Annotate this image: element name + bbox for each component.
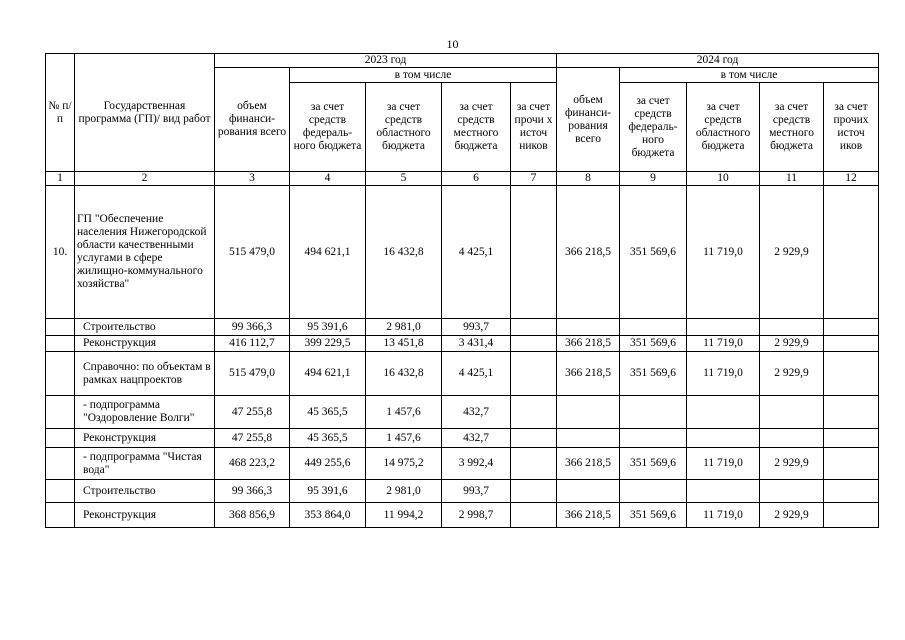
cell-value: 2 929,9 (760, 448, 824, 480)
header-regional-2023: за счет средств областного бюджета (366, 83, 442, 172)
cell-value (620, 396, 687, 429)
cell-value (511, 396, 557, 429)
column-number: 11 (760, 172, 824, 186)
cell-value (824, 186, 879, 319)
row-no (46, 352, 75, 396)
cell-value: 16 432,8 (366, 352, 442, 396)
cell-value (824, 448, 879, 480)
row-no (46, 336, 75, 352)
cell-value: 432,7 (442, 429, 511, 448)
cell-value: 449 255,6 (290, 448, 366, 480)
cell-value: 2 981,0 (366, 319, 442, 336)
cell-value (824, 352, 879, 396)
cell-value: 99 366,3 (215, 319, 290, 336)
row-no (46, 396, 75, 429)
header-total-2023: объем финанси-рования всего (215, 68, 290, 172)
cell-value: 47 255,8 (215, 396, 290, 429)
cell-value: 11 719,0 (687, 186, 760, 319)
cell-value: 11 994,2 (366, 503, 442, 528)
row-name: Строительство (75, 480, 215, 503)
cell-value (687, 429, 760, 448)
cell-value: 2 929,9 (760, 186, 824, 319)
cell-value (824, 480, 879, 503)
header-federal-2023: за счет средств федераль-ного бюджета (290, 83, 366, 172)
cell-value: 494 621,1 (290, 352, 366, 396)
cell-value: 3 992,4 (442, 448, 511, 480)
header-year-2024: 2024 год (557, 54, 879, 68)
cell-value: 11 719,0 (687, 503, 760, 528)
header-local-2023: за счет средств местного бюджета (442, 83, 511, 172)
row-name: Реконструкция (75, 503, 215, 528)
cell-value: 399 229,5 (290, 336, 366, 352)
cell-value: 99 366,3 (215, 480, 290, 503)
cell-value (824, 396, 879, 429)
table-row (46, 352, 879, 396)
cell-value: 4 425,1 (442, 186, 511, 319)
cell-value (620, 429, 687, 448)
header-incl-2024: в том числе (620, 68, 879, 83)
cell-value: 1 457,6 (366, 429, 442, 448)
cell-value (824, 336, 879, 352)
cell-value: 47 255,8 (215, 429, 290, 448)
cell-value: 351 569,6 (620, 448, 687, 480)
cell-value (760, 480, 824, 503)
cell-value: 4 425,1 (442, 352, 511, 396)
column-number: 8 (557, 172, 620, 186)
cell-value: 2 981,0 (366, 480, 442, 503)
table-row (46, 396, 879, 429)
row-no: 10. (46, 186, 75, 319)
cell-value: 3 431,4 (442, 336, 511, 352)
header-program: Государственная программа (ГП)/ вид работ (75, 54, 215, 172)
cell-value: 351 569,6 (620, 186, 687, 319)
column-number: 6 (442, 172, 511, 186)
cell-value: 432,7 (442, 396, 511, 429)
table-row (46, 186, 879, 319)
cell-value: 2 929,9 (760, 336, 824, 352)
cell-value: 515 479,0 (215, 352, 290, 396)
row-name: ГП "Обеспечение населения Нижегородской области качественными услугами в сфере жилищно-коммунального хозяйства" (75, 186, 215, 319)
row-name: Реконструкция (75, 429, 215, 448)
column-number: 10 (687, 172, 760, 186)
cell-value: 16 432,8 (366, 186, 442, 319)
row-name: - подпрограмма "Оздоровление Волги" (75, 396, 215, 429)
cell-value: 2 998,7 (442, 503, 511, 528)
header-total-2024: объем финанси-рования всего (557, 68, 620, 172)
column-number: 2 (75, 172, 215, 186)
cell-value (760, 319, 824, 336)
header-other-2024: за счет прочих источ иков (824, 83, 879, 172)
cell-value: 468 223,2 (215, 448, 290, 480)
column-number-row (46, 172, 879, 186)
table-row (46, 319, 879, 336)
cell-value (511, 429, 557, 448)
cell-value: 494 621,1 (290, 186, 366, 319)
cell-value: 416 112,7 (215, 336, 290, 352)
cell-value (511, 186, 557, 319)
cell-value (511, 319, 557, 336)
cell-value: 366 218,5 (557, 448, 620, 480)
cell-value: 2 929,9 (760, 503, 824, 528)
cell-value (511, 448, 557, 480)
table-row (46, 503, 879, 528)
cell-value (557, 429, 620, 448)
cell-value: 11 719,0 (687, 352, 760, 396)
row-name: Реконструкция (75, 336, 215, 352)
row-name: Справочно: по объектам в рамках нацпроектов (75, 352, 215, 396)
row-name: - подпрограмма "Чистая вода" (75, 448, 215, 480)
cell-value: 2 929,9 (760, 352, 824, 396)
cell-value: 11 719,0 (687, 336, 760, 352)
cell-value (824, 503, 879, 528)
cell-value (511, 503, 557, 528)
column-number: 12 (824, 172, 879, 186)
cell-value: 95 391,6 (290, 319, 366, 336)
cell-value (760, 429, 824, 448)
cell-value (511, 480, 557, 503)
cell-value: 351 569,6 (620, 352, 687, 396)
cell-value: 45 365,5 (290, 396, 366, 429)
cell-value (687, 480, 760, 503)
row-name: Строительство (75, 319, 215, 336)
cell-value (687, 319, 760, 336)
cell-value: 353 864,0 (290, 503, 366, 528)
cell-value (824, 319, 879, 336)
cell-value (557, 319, 620, 336)
cell-value: 366 218,5 (557, 352, 620, 396)
row-no (46, 480, 75, 503)
cell-value (511, 336, 557, 352)
column-number: 1 (46, 172, 75, 186)
header-no: № п/ п (46, 54, 75, 172)
cell-value: 14 975,2 (366, 448, 442, 480)
row-no (46, 448, 75, 480)
cell-value: 366 218,5 (557, 503, 620, 528)
cell-value: 368 856,9 (215, 503, 290, 528)
row-no (46, 503, 75, 528)
header-other-2023: за счет прочи х источ ников (511, 83, 557, 172)
cell-value (760, 396, 824, 429)
column-number: 5 (366, 172, 442, 186)
column-number: 4 (290, 172, 366, 186)
cell-value (824, 429, 879, 448)
column-number: 7 (511, 172, 557, 186)
budget-table (45, 53, 879, 528)
page-number: 10 (446, 37, 459, 51)
header-year-2023: 2023 год (215, 54, 557, 68)
cell-value: 515 479,0 (215, 186, 290, 319)
cell-value: 993,7 (442, 319, 511, 336)
cell-value: 13 451,8 (366, 336, 442, 352)
header-regional-2024: за счет средств областного бюджета (687, 83, 760, 172)
cell-value: 351 569,6 (620, 503, 687, 528)
cell-value (511, 352, 557, 396)
cell-value: 95 391,6 (290, 480, 366, 503)
header-federal-2024: за счет средств федераль-ного бюджета (620, 83, 687, 172)
table-row (46, 336, 879, 352)
table-row (46, 480, 879, 503)
cell-value: 351 569,6 (620, 336, 687, 352)
cell-value: 11 719,0 (687, 448, 760, 480)
cell-value (620, 319, 687, 336)
cell-value: 45 365,5 (290, 429, 366, 448)
row-no (46, 319, 75, 336)
cell-value (557, 480, 620, 503)
cell-value: 366 218,5 (557, 336, 620, 352)
table-row (46, 429, 879, 448)
cell-value: 366 218,5 (557, 186, 620, 319)
column-number: 3 (215, 172, 290, 186)
cell-value (687, 396, 760, 429)
column-number: 9 (620, 172, 687, 186)
cell-value (620, 480, 687, 503)
cell-value (557, 396, 620, 429)
cell-value: 1 457,6 (366, 396, 442, 429)
row-no (46, 429, 75, 448)
header-local-2024: за счет средств местного бюджета (760, 83, 824, 172)
table-row (46, 448, 879, 480)
cell-value: 993,7 (442, 480, 511, 503)
header-incl-2023: в том числе (290, 68, 557, 83)
